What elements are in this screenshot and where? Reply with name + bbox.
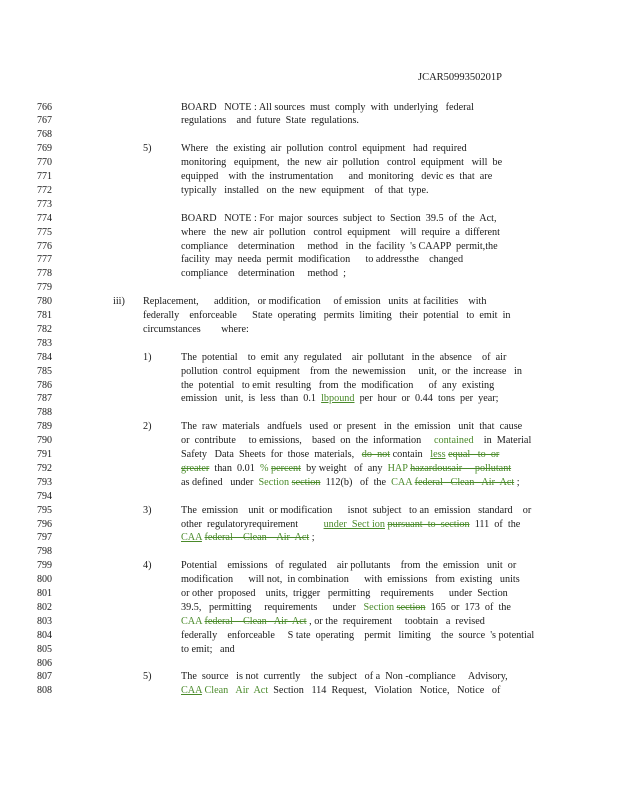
inserted-text: Section (363, 601, 395, 613)
text-line (181, 227, 500, 238)
text-line (181, 671, 508, 682)
text-run: The raw materials andfuels used or present in the emission unit that cause (181, 421, 523, 433)
text-line (181, 254, 463, 265)
text-run: The emission unit or modification isnot subject to an emission standard or (181, 504, 532, 516)
inserted-text: CAA (181, 685, 202, 697)
line-number: 801 (37, 588, 52, 599)
text-run: or other proposed units, trigger permitting requirements under Section (181, 588, 508, 599)
text-line (181, 602, 511, 613)
list-marker: 4) (143, 560, 152, 572)
text-line (181, 366, 522, 377)
text-run: compliance determination method in the facility 's CAAPP permit,the (181, 240, 498, 252)
text-line (181, 588, 508, 599)
text-line (181, 143, 467, 154)
text-run: , or the requirement toobtain a revised (306, 615, 485, 627)
text-line (181, 505, 531, 516)
line-number: 793 (37, 476, 52, 488)
text-run: the potential to emit resulting from the modification of any existing (181, 379, 495, 391)
line-number: 779 (37, 282, 52, 294)
list-marker: iii) (113, 296, 125, 308)
text-line (181, 171, 492, 182)
text-run: to emit; and (181, 643, 235, 655)
text-line (143, 296, 486, 307)
line-number: 804 (37, 629, 52, 641)
inserted-text: CAA (391, 476, 413, 488)
line-number: 770 (37, 157, 52, 169)
inserted-text: % (259, 462, 269, 474)
line-number: 780 (37, 296, 52, 308)
line-number: 769 (37, 143, 52, 155)
line-number: 794 (37, 490, 52, 502)
text-line (181, 560, 516, 571)
inserted-text: HAP (387, 462, 408, 474)
list-marker: 5) (143, 671, 152, 683)
deleted-text: section (291, 476, 321, 488)
text-run: per hour or 0.44 tons per year; (354, 393, 499, 405)
text-run: equipped with the instrumentation and monitoring devic es that are (181, 171, 493, 182)
line-number: 795 (37, 504, 52, 516)
text-line (181, 644, 235, 655)
deleted-text: federal Clean Air Act (414, 476, 515, 488)
text-run: contain (390, 449, 431, 460)
list-marker: 2) (143, 421, 152, 433)
text-run: federally enforceable S tate operating permit limiting the source 's potential (181, 629, 535, 641)
text-run: pollution control equipment from the newemission unit, or the increase in (181, 365, 522, 377)
text-line (143, 324, 249, 335)
text-run: compliance determination method ; (181, 268, 346, 280)
line-number: 805 (37, 643, 52, 655)
text-line (181, 268, 346, 279)
inserted-text: Clean Air Act (204, 685, 269, 697)
deleted-text: do not (361, 449, 391, 460)
text-run: BOARD NOTE : All sources must comply with underlying federal (181, 101, 474, 113)
line-number: 771 (37, 171, 52, 182)
text-line (181, 630, 534, 641)
text-line (181, 185, 429, 196)
line-number: 807 (37, 671, 52, 683)
inserted-text: under Sect ion (323, 518, 385, 530)
text-run: in Material (473, 435, 532, 447)
text-run: than 0.01 (209, 462, 260, 474)
deleted-text: federal Clean Air Act (204, 615, 307, 627)
text-line (181, 241, 498, 252)
line-number: 796 (37, 518, 52, 530)
text-run: other regulatoryrequirement (181, 518, 324, 530)
text-run: Potential emissions of regulated air pollutants from the emission unit or (181, 560, 517, 572)
text-run: Replacement, addition, or modification of emission units at facilities with (143, 296, 487, 308)
text-run: facility may needa permit modification to addressthe changed (181, 254, 464, 266)
text-line (181, 435, 531, 446)
line-number: 791 (37, 449, 52, 460)
text-run: or contribute to emissions, based on the information (181, 435, 434, 447)
text-run: The potential to emit any regulated air pollutant in the absence of air (181, 351, 507, 363)
line-number: 800 (37, 574, 52, 586)
line-number: 767 (37, 115, 52, 127)
text-run: 112(b) of the (320, 476, 392, 488)
deleted-text: section (396, 601, 426, 613)
line-number: 777 (37, 254, 52, 266)
deleted-text: percent (270, 462, 301, 474)
line-number: 772 (37, 184, 52, 196)
text-line (181, 157, 502, 168)
line-number: 806 (37, 657, 52, 669)
text-run: where the new air pollution control equipment will require a different (181, 226, 500, 238)
deleted-text: federal Clean Air Act (204, 532, 310, 544)
text-run: circumstances where: (143, 323, 249, 335)
line-number: 788 (37, 407, 52, 419)
text-line (181, 393, 499, 404)
line-number: 774 (37, 212, 52, 224)
text-line (181, 616, 485, 627)
inserted-text: contained (433, 435, 474, 447)
text-run: monitoring equipment, the new air pollution control equipment will be (181, 157, 503, 169)
line-number: 787 (37, 393, 52, 405)
text-run: 39.5, permitting requirements under (181, 601, 364, 613)
text-line (181, 463, 511, 474)
text-run: Safety Data Sheets for those materials, (181, 449, 362, 460)
text-run: regulations and future State regulations. (181, 115, 359, 127)
line-number: 808 (37, 685, 52, 697)
text-line (181, 421, 522, 432)
text-run: 111 of the (469, 518, 521, 530)
line-number: 799 (37, 560, 52, 572)
line-number: 773 (37, 198, 52, 210)
text-line (181, 380, 494, 391)
text-line (181, 352, 506, 363)
inserted-text: CAA (181, 615, 202, 627)
text-run: by weight of any (300, 462, 388, 474)
line-number: 782 (37, 323, 52, 335)
text-line (181, 685, 500, 696)
line-number: 790 (37, 435, 52, 447)
text-line (181, 102, 474, 113)
document-id: JCAR5099350201P (417, 72, 502, 83)
list-marker: 5) (143, 143, 152, 155)
deleted-text: equal to or (448, 449, 500, 460)
text-line (181, 532, 315, 543)
line-number: 766 (37, 101, 52, 113)
text-run: Section 114 Request, Violation Notice, Notice of (268, 685, 501, 697)
text-run: ; (309, 532, 315, 544)
text-line (181, 115, 359, 126)
text-line (143, 310, 511, 321)
list-marker: 3) (143, 504, 152, 516)
deleted-text: hazardousair pollutant (410, 462, 512, 474)
line-number: 784 (37, 351, 52, 363)
line-number: 792 (37, 462, 52, 474)
text-line (181, 574, 520, 585)
text-run: 165 or 173 of the (425, 601, 511, 613)
list-marker: 1) (143, 351, 152, 363)
deleted-text: pursuant to section (387, 518, 470, 530)
line-number: 797 (37, 532, 52, 544)
text-line (181, 449, 499, 460)
line-number: 802 (37, 601, 52, 613)
inserted-text: less (430, 449, 446, 460)
line-number: 785 (37, 365, 52, 377)
line-number: 798 (37, 546, 52, 558)
text-run: modification will not, in combination with emissions from existing units (181, 574, 520, 586)
line-number: 783 (37, 337, 52, 349)
text-run: typically installed on the new equipment of that type. (181, 184, 429, 196)
inserted-text: lbpound (321, 393, 355, 405)
text-run: BOARD NOTE : For major sources subject to Section 39.5 of the Act, (181, 212, 497, 224)
line-number: 786 (37, 379, 52, 391)
line-number: 789 (37, 421, 52, 433)
text-run: federally enforceable State operating permits limiting their potential to emit in (143, 310, 511, 321)
line-number: 776 (37, 240, 52, 252)
text-line (181, 519, 520, 530)
line-number: 778 (37, 268, 52, 280)
line-number: 781 (37, 310, 52, 321)
text-run: emission unit, is less than 0.1 (181, 393, 322, 405)
text-line (181, 213, 497, 224)
text-run: The source is not currently the subject of a Non -compliance Advisory, (181, 671, 508, 683)
line-number: 768 (37, 129, 52, 141)
inserted-text: Section (258, 476, 290, 488)
text-run: as defined under (181, 476, 259, 488)
deleted-text: greater (181, 462, 210, 474)
line-number: 775 (37, 226, 52, 238)
text-run: Where the existing air pollution control equipment had required (181, 143, 467, 155)
text-line (181, 477, 520, 488)
line-number: 803 (37, 615, 52, 627)
inserted-text: CAA (181, 532, 202, 544)
text-run: ; (514, 476, 520, 488)
